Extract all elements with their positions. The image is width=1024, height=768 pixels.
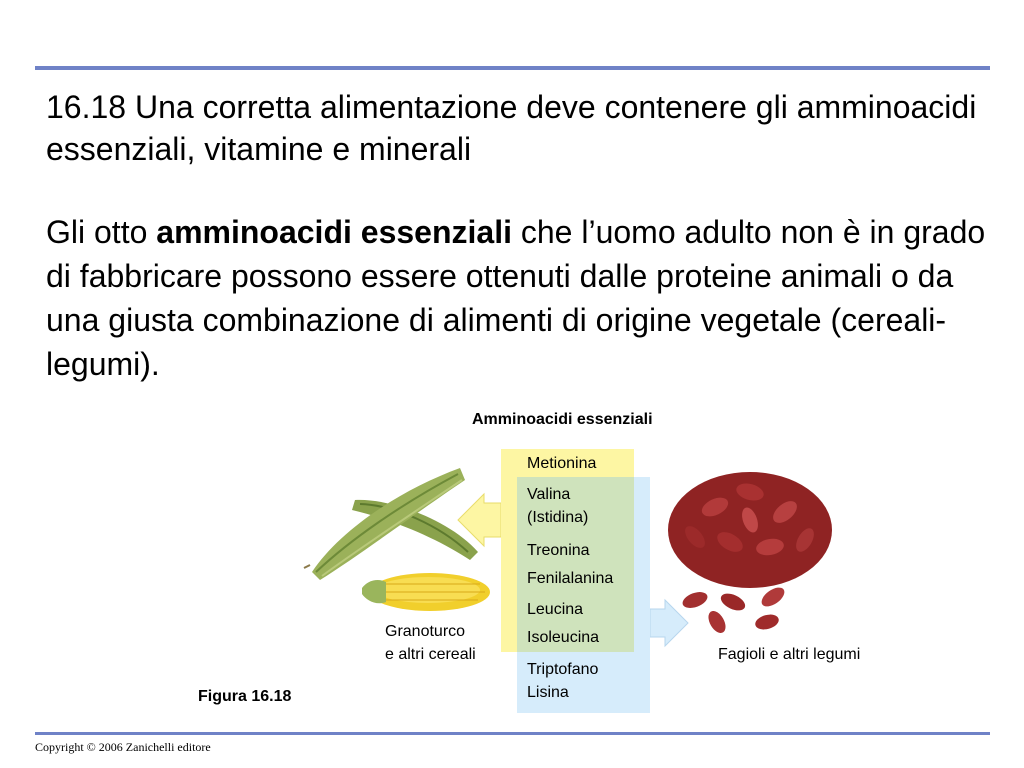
amino-acid-label: (Istidina) xyxy=(527,509,589,526)
amino-acid-label: Triptofano xyxy=(527,661,599,678)
body-text-start: Gli otto xyxy=(46,214,157,250)
amino-acid-label: Leucina xyxy=(527,601,584,618)
amino-acid-label: Valina xyxy=(527,486,571,503)
loose-beans xyxy=(680,584,787,636)
body-text-end: che l’uomo adulto non è in grado di fabbricare possono essere ottenuti dalle proteine animali o da una giusta combinazione di alimenti di origine vegetale (cereali-legumi). xyxy=(46,214,986,382)
amino-acid-label: Lisina xyxy=(527,684,569,701)
slide-title: 16.18 Una corretta alimentazione deve contenere gli amminoacidi essenziali, vitamine e minerali xyxy=(46,89,977,167)
figure-number: Figura 16.18 xyxy=(198,688,292,705)
amino-acid-label: Isoleucina xyxy=(527,629,600,646)
bottom-rule xyxy=(35,732,990,735)
copyright-text: Copyright © 2006 Zanichelli editore xyxy=(35,740,211,754)
body-text-bold: amminoacidi essenziali xyxy=(156,214,512,250)
beans-label: Fagioli e altri legumi xyxy=(718,646,861,663)
corn-cob xyxy=(362,573,490,611)
amino-acid-label: Fenilalanina xyxy=(527,570,614,587)
amino-acid-label: Treonina xyxy=(527,542,590,559)
beans-illustration xyxy=(655,462,845,642)
corn-label-line2: e altri cereali xyxy=(385,646,476,663)
bean-pile xyxy=(668,472,832,588)
corn-illustration xyxy=(300,460,500,630)
figure-title: Amminoacidi essenziali xyxy=(472,411,653,428)
amino-acid-label: Metionina xyxy=(527,455,597,472)
corn-label-line1: Granoturco xyxy=(385,623,466,640)
